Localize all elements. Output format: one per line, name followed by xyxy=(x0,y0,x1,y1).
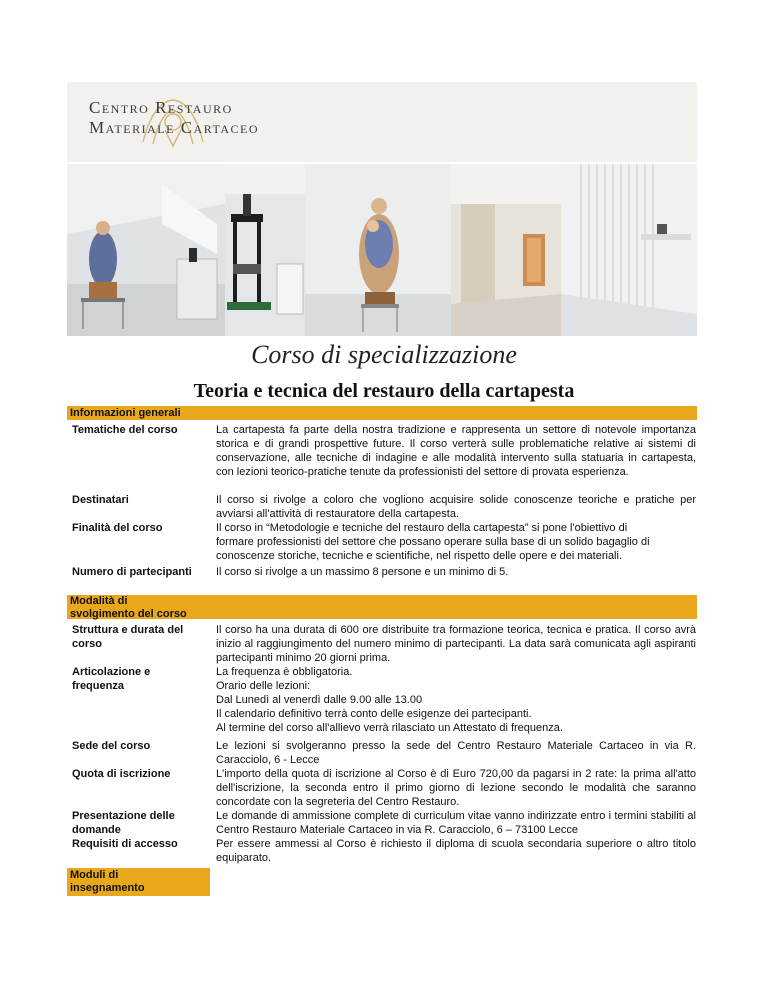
label-numero: Numero di partecipanti xyxy=(72,566,192,578)
logo-line-1: Centro Restauro xyxy=(89,98,233,117)
photo-press xyxy=(225,164,305,336)
text-presentazione: Le domande di ammissione complete di curriculum vitae vanno indirizzate entro i termini stabiliti al Centro Restauro Materiale Cartaceo in via R. Caracciolo, 6 – 73100 Lecce xyxy=(216,810,696,836)
label-struttura xyxy=(72,623,206,651)
section-title-modalita-line-2: svolgimento del corso xyxy=(70,608,187,620)
text-tematiche: La cartapesta fa parte della nostra tradizione e rappresenta un settore di notevole importanza storica e di grandi prospettive future. Il corso verterà sulle problematiche relative ai sistemi di conservazione, alle tecniche di indagine e alle modalità intervento sulla statuaria in cartapesta, con lezioni teorico-pratiche tenute da professionisti del settore di provata esperienza. xyxy=(216,424,696,478)
photo-lab-statue xyxy=(67,164,225,336)
section-title-moduli-line-1: Moduli di xyxy=(70,869,119,881)
logo xyxy=(83,92,283,152)
photo-stone-wall xyxy=(451,164,561,336)
logo-line-2: Materiale Cartaceo xyxy=(89,118,260,137)
text-finalita-line-2: formare professionisti del settore che possano operare sulla base di un solido bagaglio di xyxy=(216,536,650,548)
section-title-modalita xyxy=(70,595,187,621)
section-title-moduli xyxy=(70,869,145,895)
text-articolazione-line-1: La frequenza è obbligatoria. xyxy=(216,666,353,678)
label-presentazione xyxy=(72,809,206,837)
label-articolazione-line-2: frequenza xyxy=(72,680,124,692)
label-presentazione-line-2: domande xyxy=(72,824,121,836)
text-numero: Il corso si rivolge a un massimo 8 persone e un minimo di 5. xyxy=(216,566,509,578)
section-title-modalita-line-1: Modalità di xyxy=(70,595,128,607)
label-articolazione-line-1: Articolazione e xyxy=(72,666,151,678)
label-struttura-line-2: corso xyxy=(72,638,102,650)
text-destinatari: Il corso si rivolge a coloro che vogliono acquisire solide conoscenze teoriche e pratiche per avviarsi all'attività di restauratore della cartapesta. xyxy=(216,494,696,520)
label-presentazione-line-1: Presentazione delle xyxy=(72,810,175,822)
photo-strip xyxy=(67,164,697,336)
label-sede: Sede del corso xyxy=(72,740,151,752)
label-destinatari: Destinatari xyxy=(72,494,129,506)
course-subtitle: Teoria e tecnica del restauro della cartapesta xyxy=(193,380,575,402)
text-articolazione-line-5: Al termine del corso all'allievo verrà rilasciato un Attestato di frequenza. xyxy=(216,722,563,734)
label-finalita: Finalità del corso xyxy=(72,522,163,534)
text-sede: Le lezioni si svolgeranno presso la sede del Centro Restauro Materiale Cartaceo in via R. Caracciolo, 6 - Lecce xyxy=(216,740,696,766)
text-struttura: Il corso ha una durata di 600 ore distribuite tra formazione teorica, tecnica e pratica. Il corso avrà inizio al raggiungimento del numero minimo di partecipanti. La data sarà comunicata agli aspiranti partecipanti minimo 20 giorni prima. xyxy=(216,624,696,664)
text-articolazione-line-2: Orario delle lezioni: xyxy=(216,680,311,692)
text-articolazione-line-4: Il calendario definitivo terrà conto delle esigenze dei partecipanti. xyxy=(216,708,532,720)
text-requisiti: Per essere ammessi al Corso è richiesto il diploma di scuola secondaria superiore o altro titolo equiparato. xyxy=(216,838,696,864)
text-articolazione xyxy=(216,665,696,735)
label-requisiti: Requisiti di accesso xyxy=(72,838,178,850)
text-quota: L'importo della quota di iscrizione al Corso è di Euro 720,00 da pagarsi in 2 rate: la prima all'atto dell'iscrizione, la seconda entro il primo giorno di lezione secondo le modalità che saranno concordate con la segreteria del Centro Restauro. xyxy=(216,768,696,808)
label-quota: Quota di iscrizione xyxy=(72,768,171,780)
photo-corridor xyxy=(561,164,697,336)
photo-madonna xyxy=(305,164,451,336)
text-finalita xyxy=(216,521,696,563)
label-struttura-line-1: Struttura e durata del xyxy=(72,624,184,636)
text-finalita-line-1: Il corso in “Metodologie e tecniche del restauro della cartapesta” si pone l'obiettivo di xyxy=(216,522,628,534)
label-articolazione xyxy=(72,665,206,693)
text-articolazione-line-3: Dal Lunedì al venerdì dalle 9.00 alle 13.00 xyxy=(216,694,423,706)
text-finalita-line-3: conoscenze storiche, tecniche e scientifiche, nel rispetto delle opere e dei materiali. xyxy=(216,550,623,562)
section-title-info: Informazioni generali xyxy=(70,407,181,419)
course-title: Corso di specializzazione xyxy=(251,340,517,369)
label-tematiche: Tematiche del corso xyxy=(72,424,178,436)
section-title-moduli-line-2: insegnamento xyxy=(70,882,145,894)
